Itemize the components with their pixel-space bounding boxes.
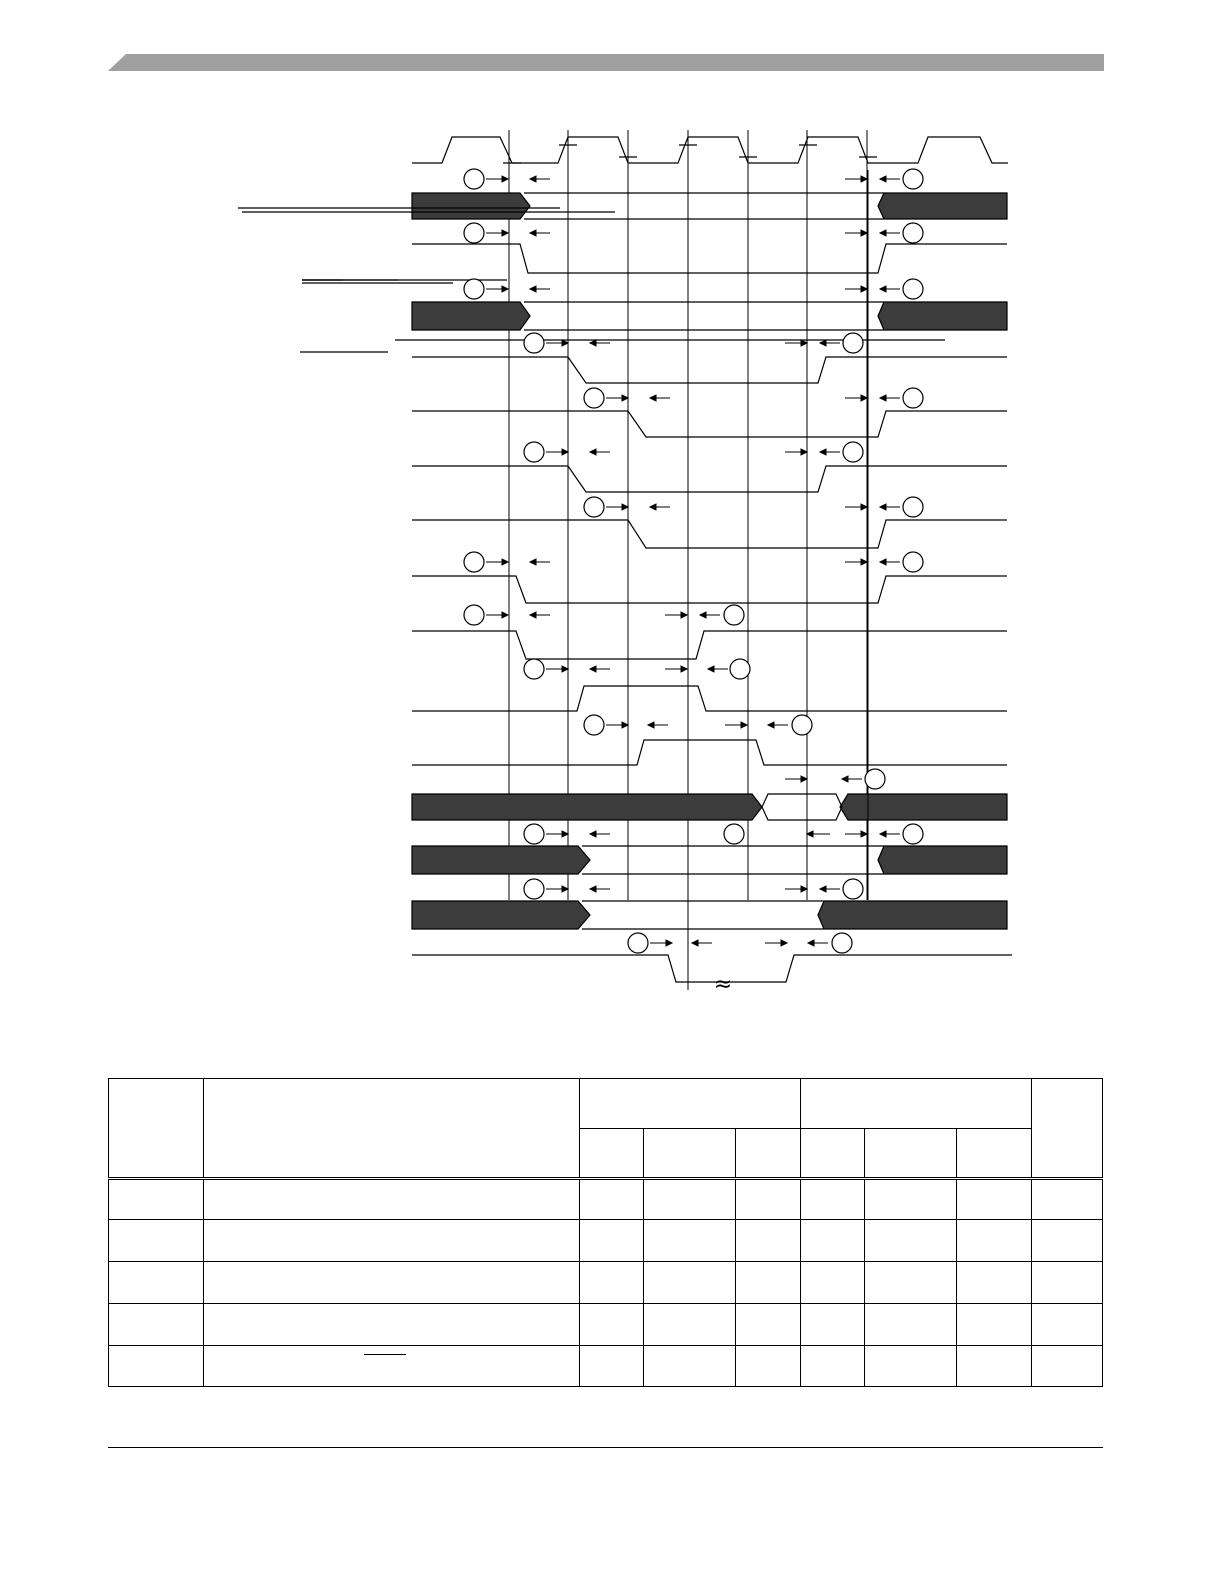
- arrowhead: [880, 176, 886, 182]
- arrowhead: [700, 612, 706, 618]
- arrowhead: [502, 230, 508, 236]
- arrowhead: [650, 395, 656, 401]
- callout-circle: [792, 715, 812, 735]
- callout-circle: [524, 659, 544, 679]
- callout-circle: [832, 933, 852, 953]
- callout-circle: [584, 715, 604, 735]
- signal-line: [412, 466, 1007, 492]
- callout-circle: [464, 279, 484, 299]
- arrowhead: [880, 230, 886, 236]
- signal-line: [412, 631, 1007, 659]
- arrowhead: [801, 340, 807, 346]
- arrowhead: [768, 722, 774, 728]
- arrowhead: [530, 559, 536, 565]
- arrowhead: [781, 940, 787, 946]
- arrowhead: [590, 340, 596, 346]
- signal-line: [412, 411, 1007, 437]
- callout-circle: [903, 497, 923, 517]
- bus-filled: [412, 901, 590, 929]
- callout-circle: [464, 605, 484, 625]
- timing-arrows: [486, 170, 900, 946]
- row-cell: [580, 1304, 644, 1346]
- header-unit: [1032, 1079, 1103, 1179]
- row-cell: [644, 1346, 736, 1387]
- arrowhead: [681, 666, 687, 672]
- header-num: [109, 1079, 204, 1179]
- row-characteristic: [204, 1179, 580, 1220]
- bus-filled: [840, 794, 1007, 820]
- callout-circle: [584, 388, 604, 408]
- subheader-cell: [801, 1129, 865, 1179]
- row-unit: [1032, 1262, 1103, 1304]
- row-cell: [736, 1220, 801, 1262]
- callout-circle: [464, 169, 484, 189]
- arrowhead: [562, 340, 568, 346]
- clock-line: [412, 137, 1008, 163]
- arrowhead: [590, 666, 596, 672]
- table-row: [109, 1304, 1103, 1346]
- arrowhead: [801, 449, 807, 455]
- arrowhead: [590, 886, 596, 892]
- arrowhead: [502, 176, 508, 182]
- arrowhead: [666, 940, 672, 946]
- arrowhead: [502, 612, 508, 618]
- row-num: [109, 1220, 204, 1262]
- row-cell: [736, 1346, 801, 1387]
- arrowhead: [681, 612, 687, 618]
- arrowhead: [530, 286, 536, 292]
- arrowhead: [880, 559, 886, 565]
- bus-filled: [878, 846, 1007, 874]
- arrowhead: [622, 395, 628, 401]
- arrowhead: [650, 504, 656, 510]
- arrowhead: [590, 831, 596, 837]
- signal-line: [412, 686, 1007, 711]
- arrowhead: [562, 449, 568, 455]
- clock-waveform: [412, 137, 1008, 163]
- row-num: [109, 1262, 204, 1304]
- arrowhead: [648, 722, 654, 728]
- row-cell: [957, 1346, 1032, 1387]
- callout-circle: [584, 497, 604, 517]
- row-cell: [865, 1220, 957, 1262]
- arrowhead: [880, 395, 886, 401]
- signal-line: [412, 576, 1007, 603]
- arrowhead: [530, 230, 536, 236]
- row-cell: [957, 1262, 1032, 1304]
- header-group-b: [801, 1079, 1032, 1129]
- row-cell: [644, 1179, 736, 1220]
- table-row: [109, 1220, 1103, 1262]
- callout-circle: [464, 552, 484, 572]
- row-num: [109, 1179, 204, 1220]
- arrowhead: [880, 504, 886, 510]
- time-break-symbol-text: ≈: [713, 972, 733, 997]
- row-cell: [801, 1220, 865, 1262]
- row-characteristic: [204, 1262, 580, 1304]
- arrowhead: [502, 286, 508, 292]
- bus-filled: [412, 794, 762, 820]
- arrowhead: [861, 176, 867, 182]
- subheader-cell: [644, 1129, 736, 1179]
- callout-circle: [628, 933, 648, 953]
- callout-circle: [903, 279, 923, 299]
- bus-filled: [412, 302, 530, 330]
- signal-line: [412, 740, 1007, 765]
- arrowhead: [708, 666, 714, 672]
- row-cell: [957, 1179, 1032, 1220]
- signal-overbar: [364, 1354, 406, 1355]
- timing-parameter-table: [108, 1078, 1103, 1387]
- row-cell: [580, 1220, 644, 1262]
- signal-line: [412, 955, 1012, 982]
- bus-window: [762, 794, 842, 820]
- arrowhead: [622, 504, 628, 510]
- callout-circle: [724, 824, 744, 844]
- header-characteristic: [204, 1079, 580, 1179]
- callout-circle: [903, 223, 923, 243]
- header-group-a: [580, 1079, 801, 1129]
- row-cell: [580, 1179, 644, 1220]
- callout-circle: [724, 605, 744, 625]
- signal-line: [412, 244, 1007, 273]
- row-cell: [580, 1346, 644, 1387]
- row-cell: [957, 1220, 1032, 1262]
- callout-circle: [903, 388, 923, 408]
- arrowhead: [808, 940, 814, 946]
- arrowhead: [861, 504, 867, 510]
- arrowhead: [562, 666, 568, 672]
- subheader-cell: [736, 1129, 801, 1179]
- arrowhead: [801, 886, 807, 892]
- row-characteristic: [204, 1220, 580, 1262]
- row-unit: [1032, 1304, 1103, 1346]
- bus-filled: [818, 901, 1007, 929]
- callout-circle: [903, 552, 923, 572]
- row-num: [109, 1346, 204, 1387]
- row-cell: [801, 1346, 865, 1387]
- callout-circle: [843, 333, 863, 353]
- signal-waveforms: [412, 193, 1012, 982]
- callout-circle: [865, 769, 885, 789]
- row-characteristic: [204, 1346, 580, 1387]
- arrowhead: [590, 449, 596, 455]
- callout-circle: [843, 879, 863, 899]
- arrowhead: [692, 940, 698, 946]
- row-unit: [1032, 1179, 1103, 1220]
- row-cell: [736, 1179, 801, 1220]
- callout-circle: [524, 442, 544, 462]
- callout-circle: [903, 169, 923, 189]
- row-cell: [865, 1346, 957, 1387]
- row-cell: [865, 1179, 957, 1220]
- arrowhead: [861, 559, 867, 565]
- arrowhead: [741, 722, 747, 728]
- arrowhead: [807, 831, 813, 837]
- callout-circle: [730, 659, 750, 679]
- row-characteristic: [204, 1304, 580, 1346]
- signal-line: [412, 520, 1007, 548]
- row-cell: [644, 1262, 736, 1304]
- arrowhead: [820, 449, 826, 455]
- arrowhead: [801, 776, 807, 782]
- arrowhead: [861, 230, 867, 236]
- bus-filled: [878, 193, 1007, 219]
- arrowhead: [622, 722, 628, 728]
- row-cell: [644, 1304, 736, 1346]
- row-cell: [801, 1304, 865, 1346]
- row-cell: [644, 1220, 736, 1262]
- row-unit: [1032, 1220, 1103, 1262]
- table-row: [109, 1346, 1103, 1387]
- row-num: [109, 1304, 204, 1346]
- arrowhead: [861, 286, 867, 292]
- arrowhead: [530, 176, 536, 182]
- bus-filled: [412, 846, 590, 874]
- row-cell: [801, 1262, 865, 1304]
- table-row: [109, 1262, 1103, 1304]
- arrowhead: [502, 559, 508, 565]
- footer-rule: [108, 1447, 1103, 1448]
- arrowhead: [880, 831, 886, 837]
- row-cell: [736, 1262, 801, 1304]
- row-unit: [1032, 1346, 1103, 1387]
- bus-filled: [412, 193, 530, 219]
- callout-circle: [464, 223, 484, 243]
- callout-circle: [524, 879, 544, 899]
- arrowhead: [562, 886, 568, 892]
- arrowhead: [820, 340, 826, 346]
- callout-circle: [524, 824, 544, 844]
- callout-circle: [903, 824, 923, 844]
- arrowhead: [880, 286, 886, 292]
- arrowhead: [530, 612, 536, 618]
- row-cell: [865, 1304, 957, 1346]
- subheader-cell: [957, 1129, 1032, 1179]
- signal-line: [412, 357, 1007, 383]
- arrowhead: [842, 776, 848, 782]
- arrowhead: [861, 831, 867, 837]
- arrowhead: [861, 395, 867, 401]
- table-row: [109, 1179, 1103, 1220]
- callout-circle: [843, 442, 863, 462]
- row-cell: [865, 1262, 957, 1304]
- row-cell: [957, 1304, 1032, 1346]
- arrowhead: [562, 831, 568, 837]
- bus-filled: [878, 302, 1007, 330]
- row-cell: [580, 1262, 644, 1304]
- callout-circle: [524, 333, 544, 353]
- subheader-cell: [865, 1129, 957, 1179]
- time-break-symbol: [714, 972, 732, 997]
- subheader-cell: [580, 1129, 644, 1179]
- arrowhead: [820, 886, 826, 892]
- row-cell: [801, 1179, 865, 1220]
- row-cell: [736, 1304, 801, 1346]
